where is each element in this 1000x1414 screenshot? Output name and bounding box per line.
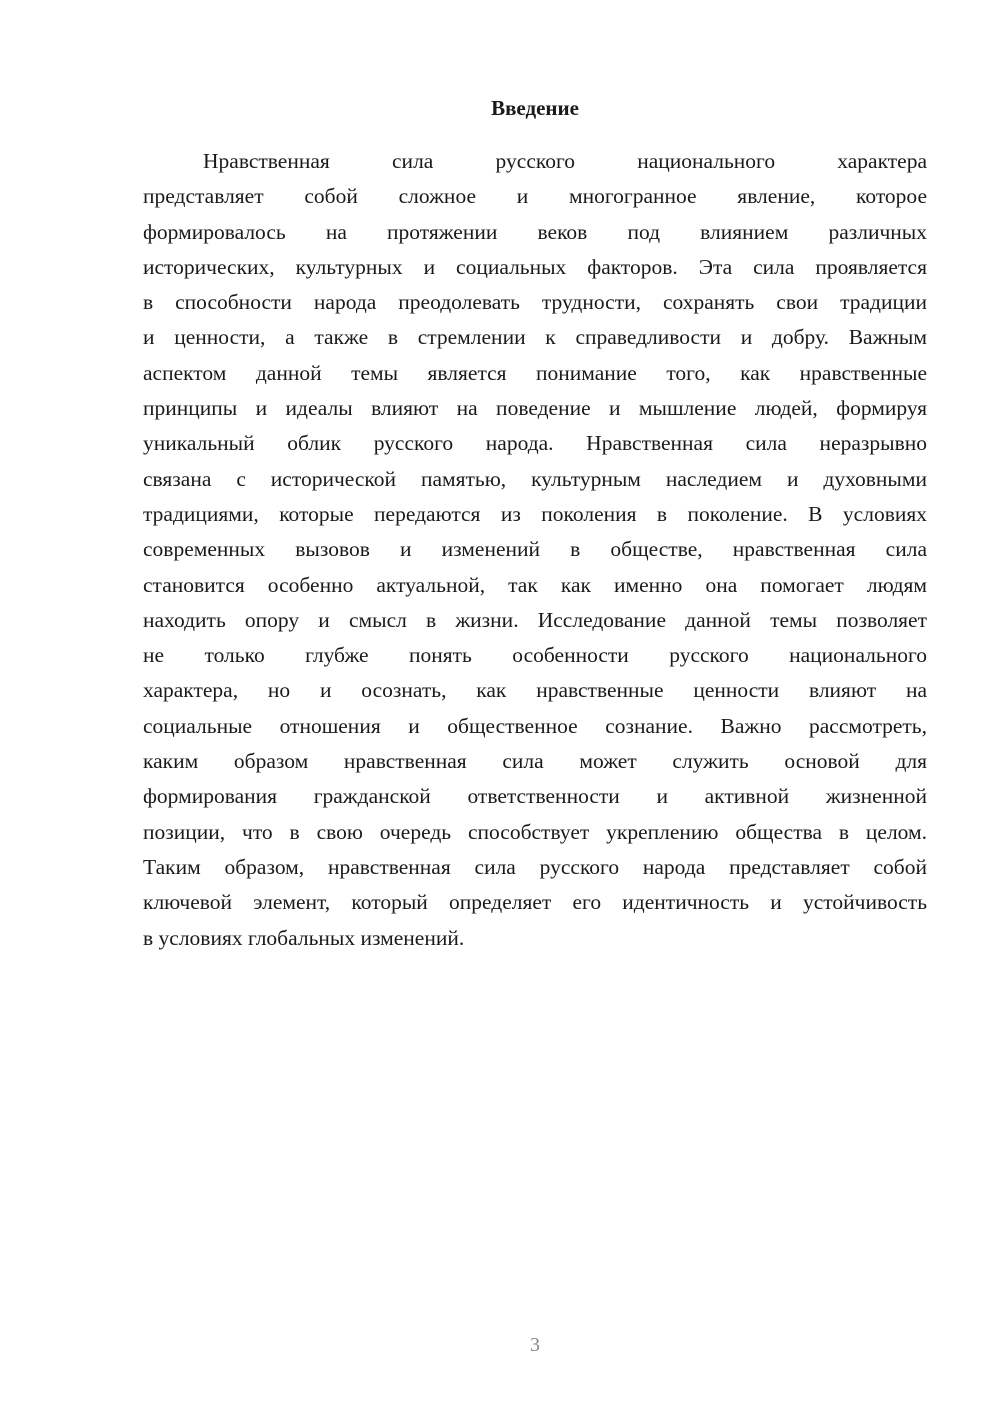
text-line: современных вызовов и изменений в обществе, нравственная сила — [143, 537, 927, 562]
text-line: связана с исторической памятью, культурным наследием и духовными — [143, 466, 927, 491]
text-line: уникальный облик русского народа. Нравственная сила неразрывно — [143, 431, 927, 456]
text-line: формирования гражданской ответственности и активной жизненной — [143, 784, 927, 809]
text-line: формировалось на протяжении веков под влиянием различных — [143, 219, 927, 244]
text-line: ключевой элемент, который определяет его идентичность и устойчивость — [143, 890, 927, 915]
text-line: традициями, которые передаются из поколения в поколение. В условиях — [143, 501, 927, 526]
text-line: Нравственная сила русского национального характера — [203, 149, 927, 173]
text-line: исторических, культурных и социальных факторов. Эта сила проявляется — [143, 254, 927, 279]
text-line: в способности народа преодолевать трудности, сохранять свои традиции — [143, 290, 927, 315]
text-line: позиции, что в свою очередь способствует укреплению общества в целом. — [143, 819, 927, 844]
text-line: Таким образом, нравственная сила русского народа представляет собой — [143, 854, 927, 879]
text-line: социальные отношения и общественное сознание. Важно рассмотреть, — [143, 713, 927, 738]
text-line: каким образом нравственная сила может служить основой для — [143, 749, 927, 774]
text-line: находить опору и смысл в жизни. Исследование данной темы позволяет — [143, 607, 927, 632]
text-line: принципы и идеалы влияют на поведение и мышление людей, формируя — [143, 396, 927, 421]
body-paragraph — [143, 144, 927, 956]
text-line: в условиях глобальных изменений. — [143, 925, 465, 950]
text-line: и ценности, а также в стремлении к справедливости и добру. Важным — [143, 325, 927, 350]
section-title: Введение — [491, 96, 579, 120]
text-line: представляет собой сложное и многогранное явление, которое — [143, 184, 927, 209]
page-number: 3 — [530, 1334, 540, 1356]
text-line: становится особенно актуальной, так как именно она помогает людям — [143, 572, 927, 597]
text-line: характера, но и осознать, как нравственные ценности влияют на — [143, 678, 927, 703]
text-line: не только глубже понять особенности русского национального — [143, 643, 927, 668]
text-line: аспектом данной темы является понимание того, как нравственные — [143, 360, 927, 385]
